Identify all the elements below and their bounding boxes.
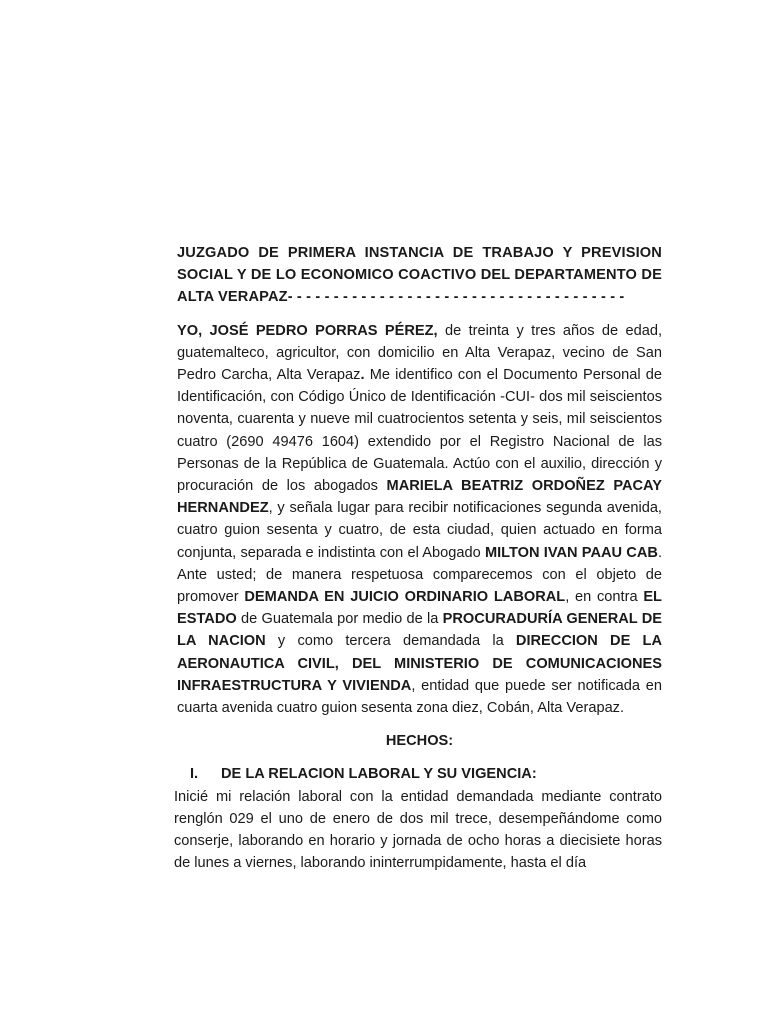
intro-text-2: Me identifico con el Documento Personal de Identificación, con Código Único de Identificación -CUI- dos mil seiscientos noventa, cuarenta y nueve mil cuatrocientos setenta y seis, mil seiscientos cuatro (2690 49476 1604) extendido por el Registro Nacional de las Personas de la República de Guatemala. Actúo con el auxilio, dirección y procuración de los abogados [177,367,662,495]
lawyer-name-1: MARIELA BEATRIZ ORDOÑEZ PACAY HERNANDEZ [177,478,662,517]
intro-bold-period: . [360,367,365,384]
intro-text-4: . Ante usted; de manera respetuosa comparecemos con el objeto de promover [177,544,662,606]
plaintiff-name: YO, JOSÉ PEDRO PORRAS PÉREZ, [177,322,438,339]
lawyer-name-2: MILTON IVAN PAAU CAB [484,544,658,561]
intro-text-8: , entidad que puede ser notificada en cuarta avenida cuatro guion sesenta zona diez, Cobán, Alta Verapaz. [177,677,662,717]
heading-dash-line: - - - - - - - - - - - - - - - - - - - - - - - - - - - - - - - - - - - - [292,289,625,306]
document-body [174,242,663,874]
intro-text-1: de treinta y tres años de edad, guatemalteco, agricultor, con domicilio en Alta Verapaz, vecino de San Pedro Carcha, Alta Verapaz [177,322,663,384]
court-heading [177,242,662,309]
intro-paragraph [177,320,662,720]
intro-text-5: , en contra [565,589,644,606]
court-heading-text: JUZGADO DE PRIMERA INSTANCIA DE TRABAJO Y PREVISION SOCIAL Y DE LO ECONOMICO COACTIVO DEL DEPARTAMENTO DE ALTA VERAPAZ- [177,245,662,306]
intro-text-6: de Guatemala por medio de la [236,611,443,628]
section-1-body: Inicié mi relación laboral con la entidad demandada mediante contrato renglón 029 el uno de enero de dos mil trece, desempeñándome como conserje, laborando en horario y jornada de ocho horas a diecisiete horas de lunes a viernes, laborando ininterrumpidamente, hasta el día [174,788,662,872]
intro-text-3: , y señala lugar para recibir notificaciones segunda avenida, cuatro guion sesenta y cuatro, de esta ciudad, quien actuado en forma conjunta, separada e indistinta con el Abogado [177,500,662,561]
section-1-number: I. [190,766,199,783]
section-1-title-text: DE LA RELACION LABORAL Y SU VIGENCIA: [221,766,537,783]
intro-text-7: y como tercera demandada la [265,633,516,650]
third-defendant: DIRECCION DE LA AERONAUTICA CIVIL, DEL MINISTERIO DE COMUNICACIONES INFRAESTRUCTURA Y VIVIENDA [177,633,662,694]
lawsuit-type: DEMANDA EN JUICIO ORDINARIO LABORAL [244,589,566,606]
attorney-general-office: PROCURADURÍA GENERAL DE LA NACION [177,611,663,650]
facts-title: HECHOS: [385,733,454,750]
section-1-title [177,763,662,785]
defendant-state: EL ESTADO [177,589,662,628]
